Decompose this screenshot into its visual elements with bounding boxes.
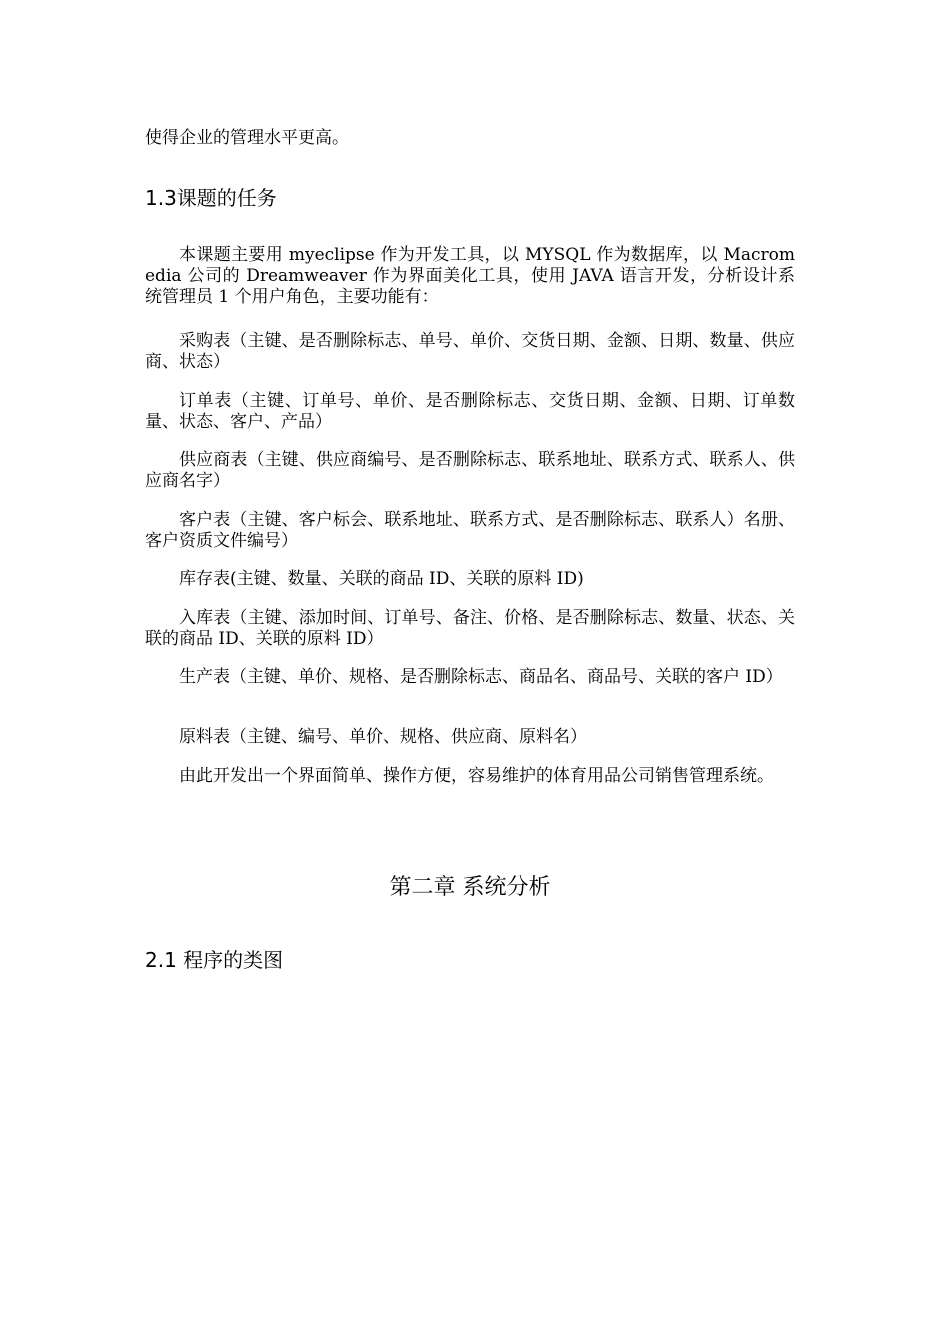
section-1-3-heading: 1.3课题的任务 (145, 186, 277, 210)
section-2-1-heading: 2.1 程序的类图 (145, 948, 284, 972)
table-order: 订单表（主键、订单号、单价、是否删除标志、交货日期、金额、日期、订单数量、状态、客户、产品） (145, 391, 795, 432)
section-1-3-intro: 本课题主要用 myeclipse 作为开发工具，以 MYSQL 作为数据库，以 Macromedia 公司的 Dreamweaver 作为界面美化工具，使用 JAVA 语言开发，分析设计系统管理员 1 个用户角色，主要功能有： (145, 245, 795, 307)
table-production: 生产表（主键、单价、规格、是否删除标志、商品名、商品号、关联的客户 ID） (179, 667, 783, 687)
intro-tail-text: 使得企业的管理水平更高。 (145, 128, 349, 148)
chapter-2-title: 第二章 系统分析 (389, 875, 551, 900)
table-inbound: 入库表（主键、添加时间、订单号、备注、价格、是否删除标志、数量、状态、关联的商品 ID、关联的原料 ID） (145, 608, 795, 649)
table-purchase: 采购表（主键、是否删除标志、单号、单价、交货日期、金额、日期、数量、供应商、状态） (145, 331, 795, 372)
table-inventory: 库存表(主键、数量、关联的商品 ID、关联的原料 ID) (179, 569, 584, 589)
table-customer: 客户表（主键、客户标会、联系地址、联系方式、是否删除标志、联系人）名册、客户资质文件编号） (145, 510, 795, 551)
table-material: 原料表（主键、编号、单价、规格、供应商、原料名） (179, 727, 587, 747)
table-supplier: 供应商表（主键、供应商编号、是否删除标志、联系地址、联系方式、联系人、供应商名字） (145, 450, 795, 491)
section-1-3-conclusion: 由此开发出一个界面简单、操作方便，容易维护的体育用品公司销售管理系统。 (179, 766, 774, 786)
